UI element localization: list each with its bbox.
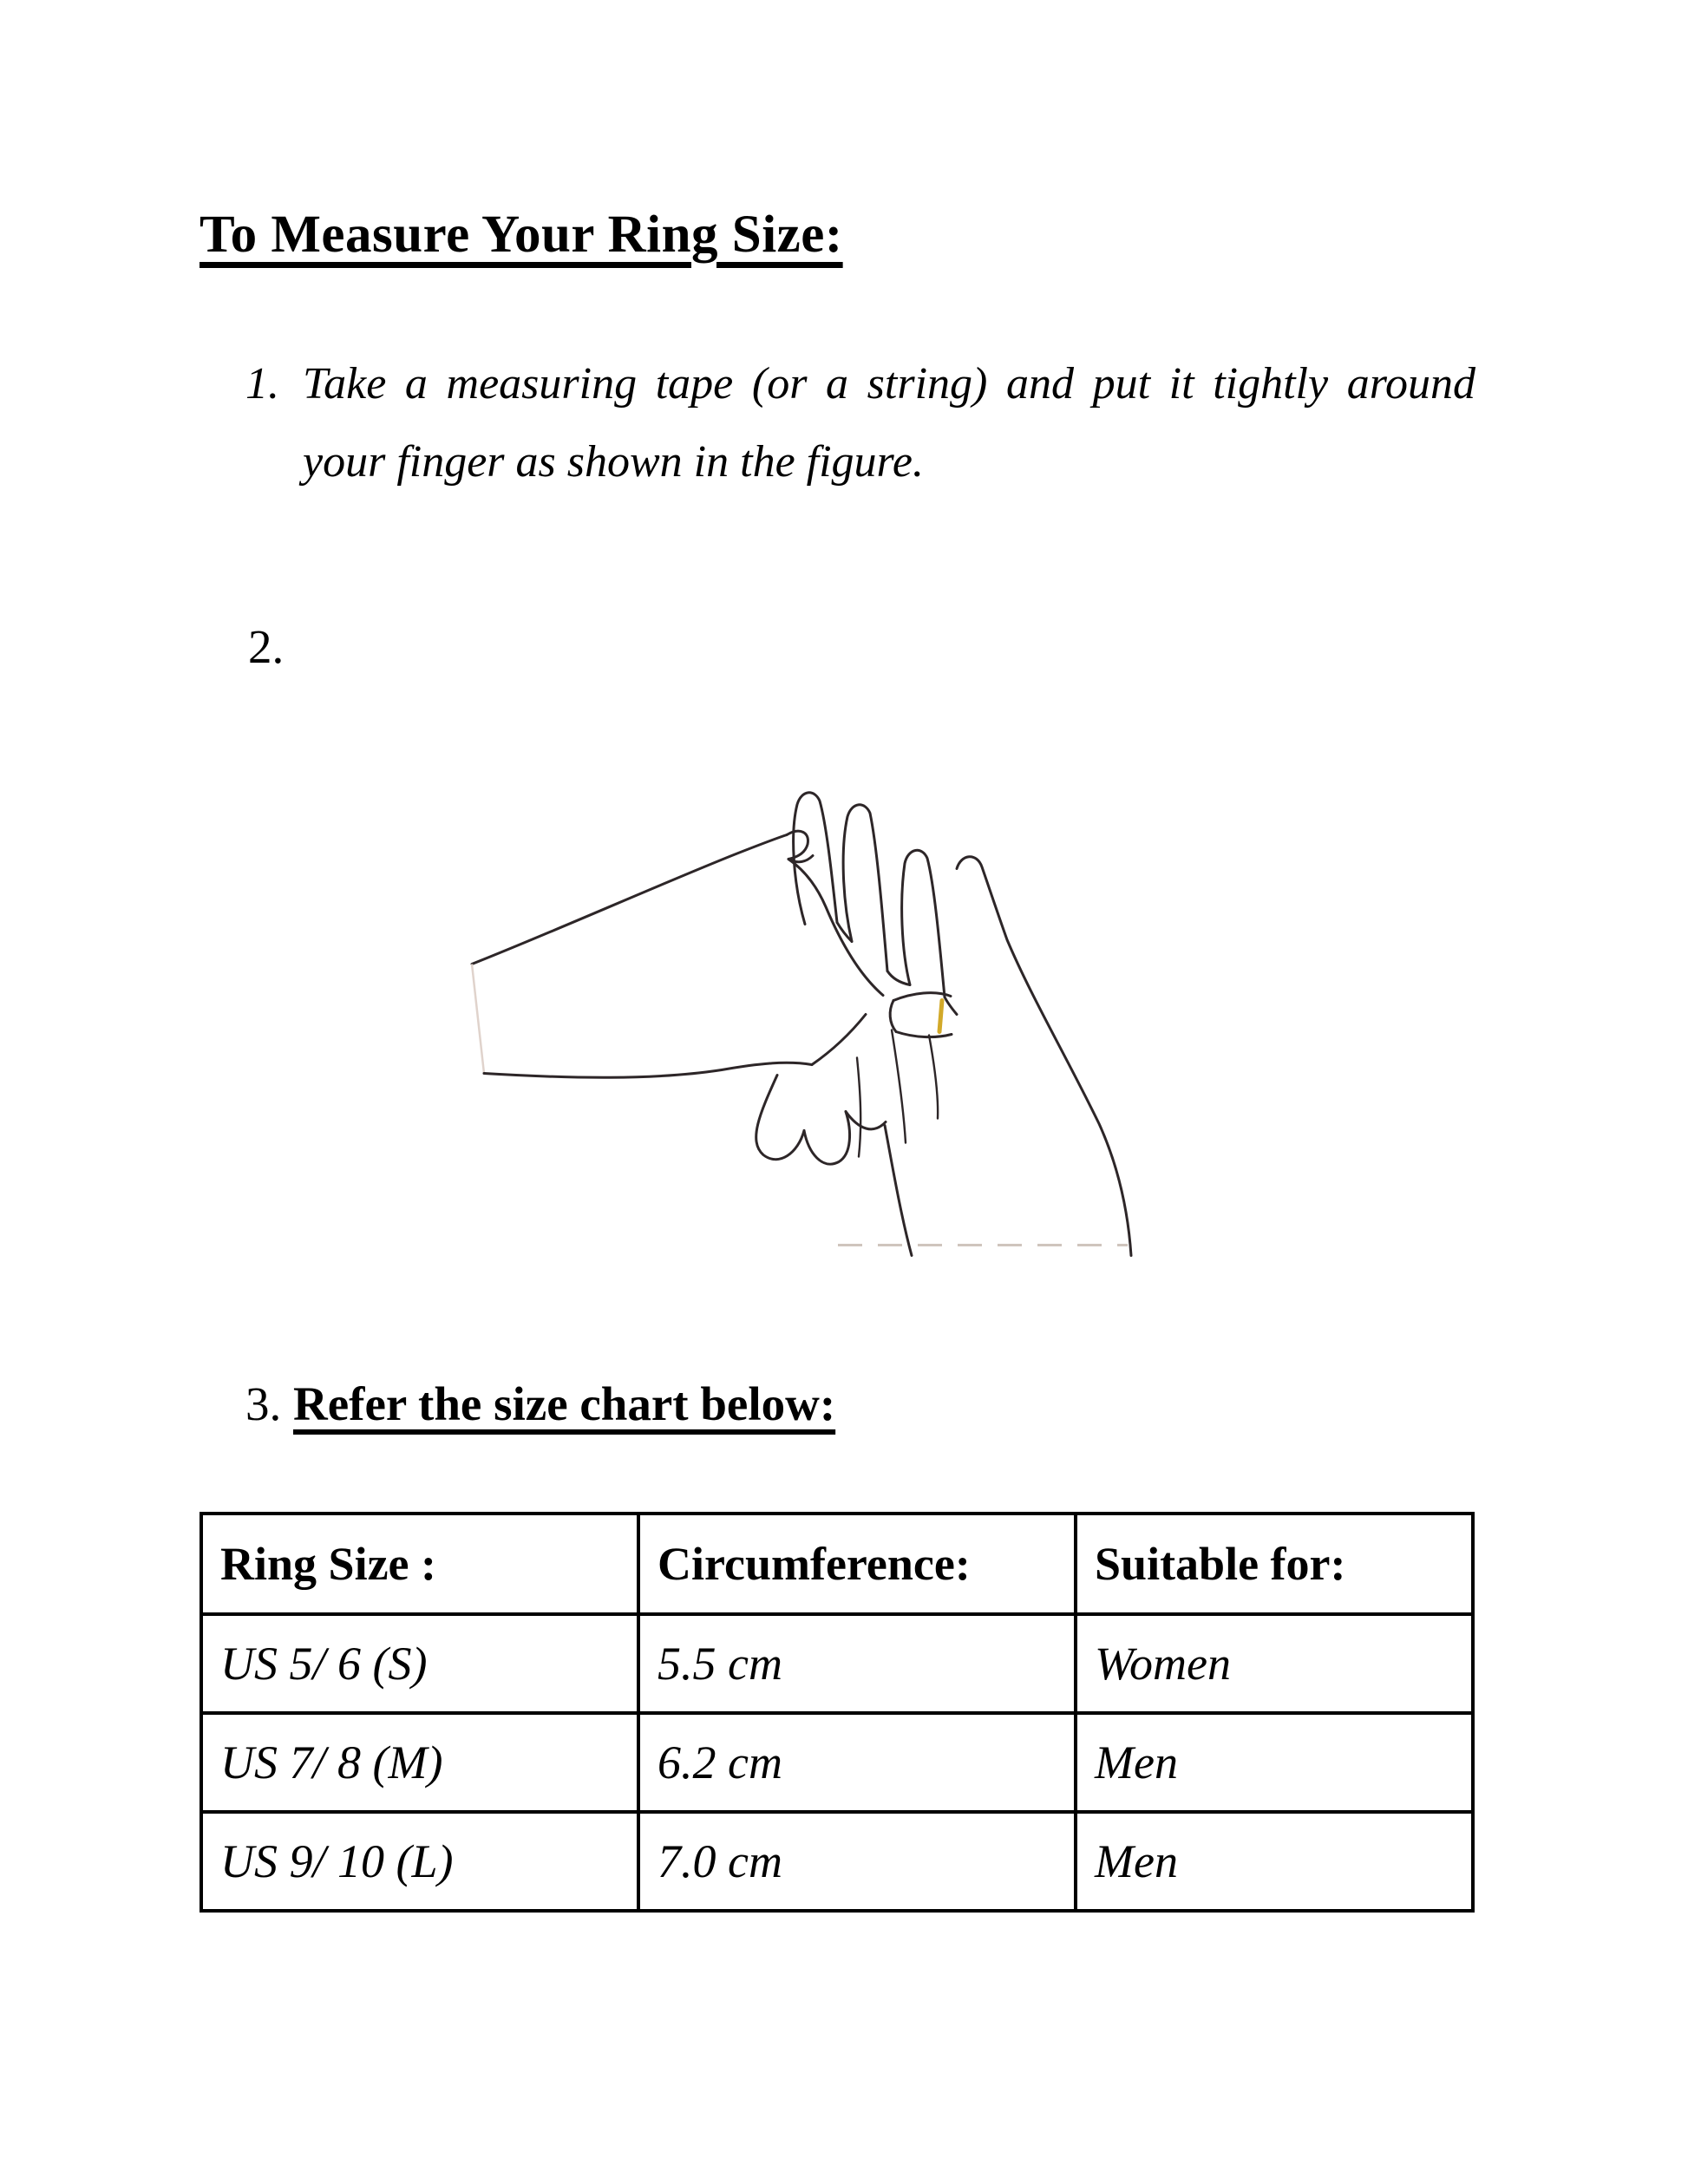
- step-marker-3: 3.: [245, 1377, 282, 1430]
- ring-measurement-figure: [460, 768, 1171, 1258]
- step-marker-2: 2.: [248, 620, 285, 673]
- header-ring-size: Ring Size :: [201, 1514, 638, 1614]
- header-circumference: Circumference:: [638, 1514, 1076, 1614]
- measured-hand-lines: [794, 793, 1131, 1256]
- cell-ring-size: US 9/ 10 (L): [201, 1812, 638, 1911]
- ring-highlight-mark: [939, 1001, 942, 1032]
- cell-ring-size: US 5/ 6 (S): [201, 1614, 638, 1713]
- cell-suitable-for: Men: [1076, 1713, 1473, 1812]
- step-marker-1: 1.: [245, 359, 279, 409]
- step-item-1: [245, 345, 1475, 501]
- size-chart-table: [200, 1512, 1475, 1913]
- size-chart-header-row: [201, 1514, 1473, 1614]
- cell-circumference: 5.5 cm: [638, 1614, 1076, 1713]
- table-row: [201, 1614, 1473, 1713]
- measuring-hand-lines: [472, 831, 938, 1164]
- string-band: [890, 993, 952, 1037]
- header-suitable-for: Suitable for:: [1076, 1514, 1473, 1614]
- step-text-1: Take a measuring tape (or a string) and put it tightly around your finger as shown in the figure.: [303, 359, 1475, 487]
- cell-suitable-for: Women: [1076, 1614, 1473, 1713]
- cell-circumference: 7.0 cm: [638, 1812, 1076, 1911]
- cell-circumference: 6.2 cm: [638, 1713, 1076, 1812]
- table-row: [201, 1812, 1473, 1911]
- cell-suitable-for: Men: [1076, 1812, 1473, 1911]
- hands-measuring-illustration: [460, 768, 1171, 1258]
- table-row: [201, 1713, 1473, 1812]
- step-text-3: Refer the size chart below:: [293, 1377, 836, 1430]
- page-title: To Measure Your Ring Size:: [200, 206, 843, 264]
- step-item-3: [245, 1373, 835, 1435]
- cell-ring-size: US 7/ 8 (M): [201, 1713, 638, 1812]
